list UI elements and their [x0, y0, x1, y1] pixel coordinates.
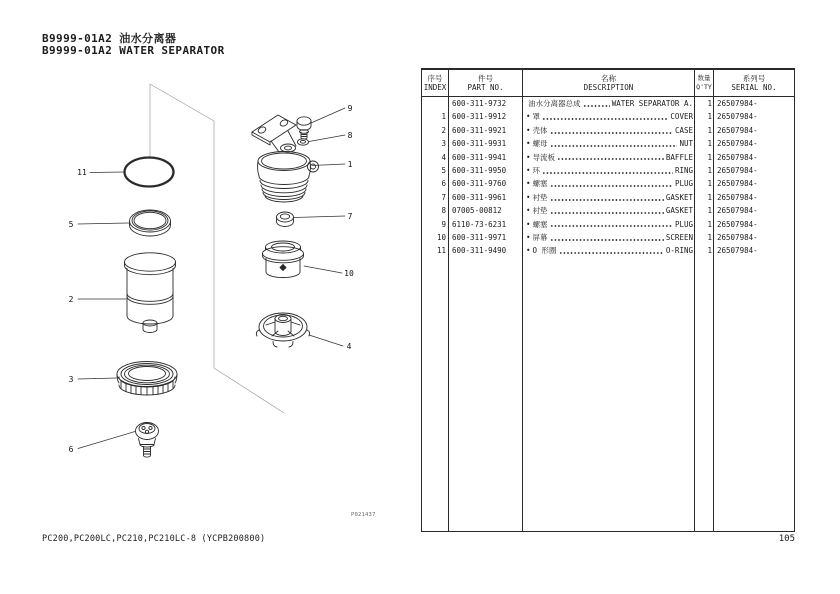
callout-label: 2 [68, 295, 74, 304]
cell-description [523, 204, 695, 217]
page-number: 105 [778, 534, 795, 544]
cell-description [523, 124, 695, 137]
bullet: • [526, 219, 531, 229]
callout-label: 9 [347, 104, 353, 113]
cell-description [523, 164, 695, 177]
part-name-zh-text: 导流板 [532, 152, 556, 162]
callout-11 [77, 168, 124, 177]
header-serial-no [714, 70, 794, 96]
dot-leader [550, 177, 673, 190]
bullet: • [526, 125, 531, 135]
cell-qty: 1 [707, 99, 712, 108]
part-name-zh-text: 罩 [532, 112, 541, 122]
cell-qty: 1 [707, 219, 712, 229]
callout-3 [69, 375, 117, 384]
part-name-zh [526, 244, 557, 257]
header-part-no [449, 70, 523, 96]
cell-part-no: 600-311-9941 [452, 152, 507, 162]
part-washer [298, 139, 309, 145]
cell-qty: 1 [707, 152, 712, 162]
bullet: • [526, 232, 531, 242]
part-name-zh [526, 191, 548, 204]
dot-leader [557, 151, 664, 164]
cell-description [523, 177, 695, 190]
part-nut [117, 362, 177, 396]
callout-label: 7 [347, 212, 353, 221]
part-name-zh [526, 177, 548, 190]
table-row [422, 191, 794, 204]
cell-part-no: 6110-73-6231 [452, 219, 507, 229]
table-row [422, 110, 794, 123]
cell-part-no: 600-311-9961 [452, 192, 507, 202]
part-cover-assembly [252, 115, 319, 202]
header-serial-zh: 系列号 [742, 73, 766, 83]
table-rows [422, 97, 794, 258]
table-row [422, 177, 794, 190]
parts-table [421, 68, 795, 532]
header-part-zh: 件号 [478, 73, 493, 83]
cell-index: 9 [441, 219, 446, 229]
bullet: • [526, 246, 531, 256]
page-title-en: B9999-01A2 WATER SEPARATOR [42, 44, 225, 57]
part-name-zh [526, 231, 548, 244]
part-name-zh [526, 151, 555, 164]
header-description [523, 70, 695, 96]
cell-qty: 1 [707, 179, 712, 189]
cell-index [422, 97, 449, 110]
table-row [422, 124, 794, 137]
header-index [422, 70, 449, 96]
cell-index: 10 [436, 232, 446, 242]
part-name-zh-text: 衬垫 [532, 206, 548, 216]
cell-part-no: 600-311-9912 [452, 112, 507, 122]
table-header [422, 70, 794, 97]
cell-serial: 26507984- [717, 125, 758, 135]
cell-index: 5 [441, 165, 446, 175]
header-qty-en: Q'TY [696, 83, 712, 91]
cell-part-no: 600-311-9971 [452, 232, 507, 242]
table-row [422, 218, 794, 231]
page-title-zh: B9999-01A2 油水分离器 [42, 32, 177, 45]
cell-serial: 26507984- [717, 99, 758, 108]
cell-serial: 26507984- [717, 219, 758, 229]
part-screen [263, 241, 304, 278]
bullet: • [526, 206, 531, 216]
cell-qty: 1 [707, 246, 712, 256]
header-qty [695, 70, 714, 96]
part-name-zh [526, 137, 548, 150]
callouts [69, 104, 354, 454]
part-name-en: NUT [679, 139, 693, 149]
part-name-zh-text: O 形圈 [532, 246, 557, 256]
part-ring [130, 210, 171, 236]
header-qty-zh: 数量 [697, 73, 711, 82]
callout-8 [309, 131, 353, 142]
part-name-en: GASKET [665, 192, 693, 202]
dot-leader [550, 204, 664, 217]
bullet: • [526, 179, 531, 189]
page-title [42, 33, 225, 57]
cell-serial: 26507984- [717, 165, 758, 175]
part-name-en: O-RING [665, 246, 693, 256]
part-name-en: RING [674, 165, 693, 175]
dot-leader [583, 97, 610, 110]
callout-9 [311, 104, 353, 123]
cell-index: 11 [436, 246, 446, 256]
dot-leader [542, 110, 668, 123]
part-name-zh-text: 螺塞 [532, 179, 548, 189]
part-name-zh [526, 124, 548, 137]
cell-part-no: 600-311-9931 [452, 139, 507, 149]
cell-part-no: 07005-00812 [452, 206, 502, 216]
part-o-ring [125, 158, 174, 187]
part-name-zh [526, 218, 548, 231]
part-name-zh-text: 油水分离器总成 [528, 99, 581, 108]
cell-description [523, 97, 695, 110]
callout-label: 5 [68, 220, 74, 229]
bullet: • [526, 165, 531, 175]
cell-description [523, 110, 695, 123]
cell-description [523, 218, 695, 231]
table-row [422, 137, 794, 150]
callout-label: 8 [347, 131, 353, 140]
table-body [422, 97, 794, 531]
header-serial-en: SERIAL NO. [731, 83, 777, 92]
exploded-diagram [40, 75, 420, 525]
cell-index: 6 [441, 179, 446, 189]
table-row [422, 97, 794, 110]
callout-label: 6 [68, 445, 74, 454]
header-desc-en: DESCRIPTION [583, 83, 634, 92]
dot-leader [559, 244, 664, 257]
cell-index: 8 [441, 206, 446, 216]
callout-label: 3 [68, 375, 74, 384]
part-name-zh-text: 壳体 [532, 125, 548, 135]
part-name-zh-text: 螺母 [532, 139, 548, 149]
callout-label: 10 [344, 269, 354, 278]
part-name-en: CASE [674, 125, 693, 135]
part-name-zh [526, 164, 540, 177]
part-name-en: COVER [670, 112, 693, 122]
dot-leader [550, 218, 673, 231]
part-name-zh-text: 螺塞 [532, 219, 548, 229]
part-name-zh-text: 衬垫 [532, 192, 548, 202]
cell-serial: 26507984- [717, 206, 758, 216]
cell-part-no: 600-311-9921 [452, 125, 507, 135]
cell-part-no: 600-311-9490 [452, 246, 507, 256]
footer-models: PC200,PC200LC,PC210,PC210LC-8 (YCPB200800) [42, 534, 266, 544]
part-name-zh-text: 屏幕 [532, 232, 548, 242]
plate-number: P021437 [351, 512, 376, 518]
cell-qty: 1 [707, 125, 712, 135]
header-desc-zh: 名称 [601, 73, 616, 83]
callout-label: 11 [77, 168, 87, 177]
part-name-en: PLUG [674, 179, 693, 189]
callout-7 [294, 212, 353, 221]
cell-serial: 26507984- [717, 246, 758, 256]
panel-boundary-lines [150, 84, 284, 413]
callout-5 [69, 220, 129, 229]
cell-qty: 1 [707, 112, 712, 122]
header-index-zh: 序号 [427, 73, 443, 83]
callout-10 [304, 266, 354, 278]
part-baffle [256, 313, 309, 347]
part-drain-plug [136, 423, 159, 458]
part-name-en: SCREEN [665, 232, 693, 242]
bullet: • [526, 139, 531, 149]
part-name-en: PLUG [674, 219, 693, 229]
cell-serial: 26507984- [717, 112, 758, 122]
table-row [422, 164, 794, 177]
cell-serial: 26507984- [717, 179, 758, 189]
part-gasket [277, 212, 294, 227]
cell-index: 7 [441, 192, 446, 202]
cell-description [523, 191, 695, 204]
part-name-zh [526, 110, 540, 123]
table-row [422, 151, 794, 164]
callout-label: 1 [347, 160, 353, 169]
part-name-en: BAFFLE [665, 152, 693, 162]
cell-description [523, 244, 695, 257]
callout-label: 4 [346, 342, 352, 351]
table-row [422, 204, 794, 217]
part-case [125, 253, 176, 333]
cell-qty: 1 [707, 165, 712, 175]
part-name-zh [526, 97, 581, 110]
cell-description [523, 231, 695, 244]
cell-part-no: 600-311-9950 [452, 165, 507, 175]
cell-description [523, 137, 695, 150]
dot-leader [542, 164, 673, 177]
part-name-en: WATER SEPARATOR A. [611, 99, 693, 108]
cell-part-no: 600-311-9760 [452, 179, 507, 189]
callout-2 [69, 295, 126, 304]
cell-qty: 1 [707, 232, 712, 242]
dot-leader [550, 137, 678, 150]
dot-leader [550, 231, 664, 244]
bullet: • [526, 192, 531, 202]
part-bolt [297, 117, 311, 139]
bullet: • [526, 112, 531, 122]
header-part-en: PART NO. [467, 83, 504, 92]
cell-serial: 26507984- [717, 192, 758, 202]
cell-index: 1 [441, 112, 446, 122]
bullet: • [526, 152, 531, 162]
cell-serial: 26507984- [717, 152, 758, 162]
part-name-en: GASKET [665, 206, 693, 216]
cell-description [523, 151, 695, 164]
cell-part-no: 600-311-9732 [452, 99, 507, 108]
callout-6 [69, 432, 135, 455]
dot-leader [550, 124, 673, 137]
cell-qty: 1 [707, 192, 712, 202]
cell-serial: 26507984- [717, 232, 758, 242]
dot-leader [550, 191, 664, 204]
cell-qty: 1 [707, 206, 712, 216]
table-row [422, 231, 794, 244]
cell-index: 3 [441, 139, 446, 149]
cell-qty: 1 [707, 139, 712, 149]
cell-serial: 26507984- [717, 139, 758, 149]
header-index-en: INDEX [423, 83, 447, 92]
part-name-zh-text: 环 [532, 165, 541, 175]
part-name-zh [526, 204, 548, 217]
callout-4 [309, 335, 352, 351]
cell-index: 4 [441, 152, 446, 162]
cell-index: 2 [441, 125, 446, 135]
table-row [422, 244, 794, 257]
